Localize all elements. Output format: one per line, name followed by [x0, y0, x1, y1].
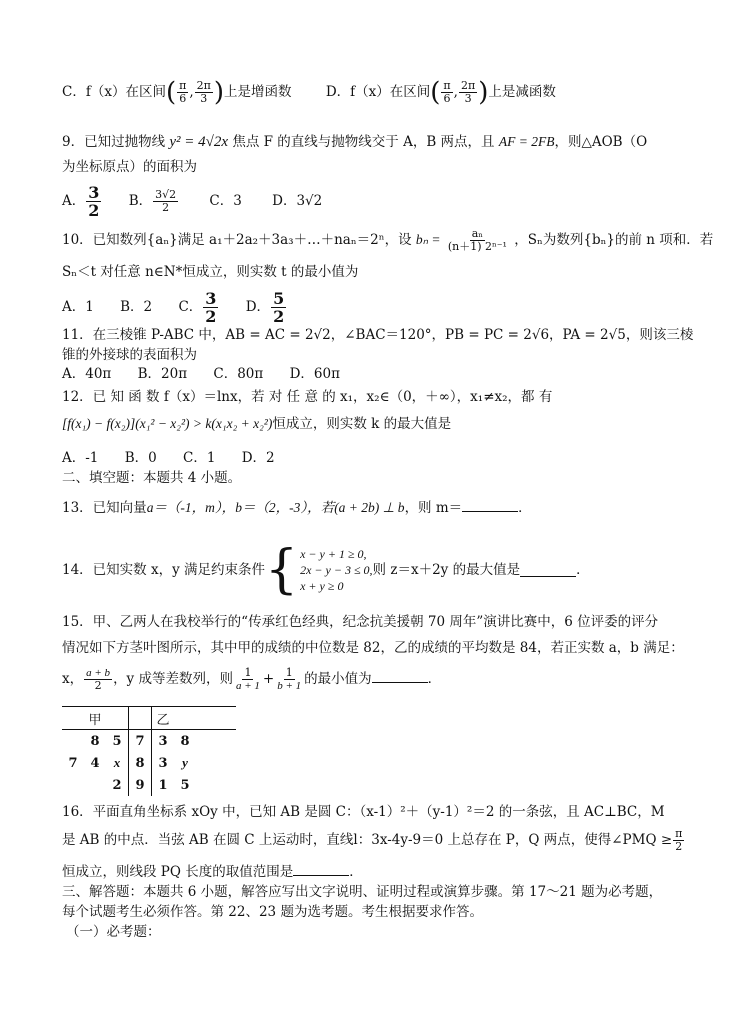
- q16-line3-text: 恒成立，则线段 PQ 长度的取值范围是: [62, 864, 294, 880]
- left-brace: {: [265, 540, 299, 600]
- frac-den: (n＋1) 2ⁿ⁻¹: [447, 240, 507, 253]
- q8-d-tail: 上是减函数: [488, 84, 556, 100]
- frac-num: 3: [88, 183, 100, 202]
- frac-den: 2: [273, 307, 285, 326]
- answer-blank: [293, 863, 349, 876]
- fraction: [441, 80, 452, 105]
- q10-options: [62, 290, 707, 325]
- q15-line3-mid: ，y 成等差数列，则: [113, 671, 233, 687]
- stem-value: 9: [129, 774, 152, 796]
- q12-options: [62, 448, 707, 468]
- q14-prefix: 14．已知实数 x，y 满足约束条件: [62, 562, 266, 578]
- leaf-right: 8: [180, 733, 190, 749]
- q11-line1: 11．在三棱锥 P-ABC 中，AB = AC = 2√2，∠BAC＝120°，PB = PC = 2√6，PA = 2√5，则该三棱: [62, 327, 694, 343]
- frac-den: 6: [443, 92, 451, 105]
- frac-num: 3√2: [155, 188, 177, 201]
- leaf-left: [84, 774, 106, 796]
- q11-option-a: A．40π: [62, 366, 112, 382]
- q14-end: ．: [576, 562, 590, 578]
- leaf-right: y: [182, 755, 188, 770]
- q12-option-b: B．0: [124, 450, 157, 466]
- option-label: B．: [128, 193, 153, 209]
- blank-cell: [196, 752, 236, 774]
- q9-mid: 焦点 F 的直线与抛物线交于 A，B 两点，且: [232, 134, 495, 150]
- answer-blank: [520, 564, 576, 577]
- q9-option-b: [128, 188, 179, 214]
- q12-inequality: [f(x₁) − f(x₂)](x₁² − x₂²) > k(x₁x₂ + x₂²): [62, 416, 273, 431]
- fraction: [177, 80, 188, 105]
- constraint-system: [265, 540, 373, 600]
- frac-num: 3: [205, 289, 217, 308]
- leaf-right: 3: [158, 755, 168, 771]
- frac-den: 3: [200, 92, 208, 105]
- stem-header-cell: [129, 707, 152, 730]
- leaf-left: [62, 730, 84, 753]
- constraint-2: 2x − y − 3 ≤ 0,: [300, 563, 373, 577]
- q13-a-vector: a＝（-1，m），: [146, 500, 236, 515]
- leaf-left: 8: [90, 733, 100, 749]
- stem-value: 7: [129, 730, 152, 753]
- leaf-left: 7: [68, 755, 78, 771]
- section-required-heading: （一）必考题：: [66, 924, 161, 940]
- q8-option-d: D．f（x）在区间( $\frac{\pi}{6}$ , $\frac{2\pi}{3}$ )上是减函数: [325, 77, 556, 108]
- stem-leaf-row: [62, 774, 236, 796]
- q11-option-b: B．20π: [137, 366, 188, 382]
- q14-tail: 则 z＝x＋2y 的最大值是: [372, 562, 521, 578]
- q9-option-c: C．3: [209, 193, 242, 209]
- leaf-right: 1: [158, 777, 168, 793]
- q15-end: ．: [427, 671, 442, 687]
- fraction: [195, 80, 213, 105]
- frac-num: 5: [273, 289, 285, 308]
- q10-line2: Sₙ＜t 对任意 n∈N*恒成立，则实数 t 的最小值为: [62, 264, 359, 280]
- section-answer-heading: 三、解答题：本题共 6 小题，解答应写出文字说明、证明过程或演算步骤。第 17～21 题为必考题，: [62, 884, 663, 900]
- frac-den: 2: [205, 307, 217, 326]
- right-paren: ): [213, 77, 225, 108]
- frac-den: 2: [675, 840, 683, 853]
- q8-c-tail: 上是增函数: [224, 84, 292, 100]
- constraint-3: x + y ≥ 0: [300, 579, 344, 593]
- q16-line1: 16．平面直角坐标系 xOy 中，已知 AB 是圆 C：（x-1）²＋（y-1）²＝2 的一条弦，且 AC⊥BC，M: [62, 804, 665, 820]
- q10-option-d: [245, 289, 287, 326]
- q13-end: ．: [518, 500, 532, 516]
- section-fill-in-heading: 二、填空题：本题共 4 小题。: [62, 470, 242, 486]
- fraction: [86, 184, 101, 219]
- q13-stem: [62, 498, 707, 518]
- fraction: [673, 828, 684, 853]
- leaf-left: 2: [112, 777, 122, 793]
- fraction: [234, 667, 262, 692]
- stem-leaf-row: [62, 752, 236, 774]
- frac-den: 2: [94, 679, 102, 692]
- q10-tail: ，Sₙ为数列{bₙ}的前 n 项和．若: [514, 232, 714, 248]
- q10-prefix: 10．已知数列{aₙ}满足 a₁＋2a₂＋3a₃＋…＋naₙ＝2ⁿ，设: [62, 232, 412, 248]
- frac-num: π: [443, 79, 451, 92]
- right-paren: ): [478, 77, 489, 108]
- frac-num: π: [179, 79, 187, 92]
- option-label: D．: [245, 299, 271, 315]
- q15-line3-tail: 的最小值为: [304, 671, 372, 687]
- q10-option-a: A．1: [62, 299, 94, 315]
- left-paren: (: [165, 77, 177, 108]
- q15-line2: 情况如下方茎叶图所示，其中甲的成绩的中位数是 82，乙的成绩的平均数是 84，若正实数 a，b 满足：: [62, 640, 684, 656]
- q15-line1: 15．甲、乙两人在我校举行的“传承红色经典，纪念抗美援朝 70 周年”演讲比赛中，6 位评委的评分: [62, 614, 659, 630]
- q16-end: ．: [349, 864, 363, 880]
- stem-value: 8: [129, 752, 152, 774]
- q12-line1: 12．已 知 函 数 f（x）＝lnx，若 对 任 意 的 x₁，x₂∈（0，＋∞），x₁≠x₂，都 有: [62, 389, 553, 405]
- answer-blank: [372, 670, 428, 683]
- frac-den: 3: [464, 92, 472, 105]
- q9-vector-eq: AF = 2FB: [498, 134, 555, 149]
- q16-line3: [62, 862, 707, 882]
- frac-num: 1: [244, 666, 252, 679]
- q14-stem: [62, 540, 707, 600]
- answer-blank: [462, 499, 518, 512]
- q10-option-c: [178, 289, 219, 326]
- q13-b-vector: b＝（2，-3），若: [235, 500, 335, 515]
- q15-line3: [62, 667, 707, 692]
- q16-line2-prefix: 是 AB 的中点．当弦 AB 在圆 C 上运动时，直线l：3x-4y-9＝0 上总存在 P，Q 两点，使得∠PMQ ≥: [62, 832, 673, 848]
- leaf-left: 4: [90, 755, 100, 771]
- leaf-right: 3: [158, 733, 168, 749]
- fraction: [459, 80, 477, 105]
- blank-cell: [196, 774, 236, 796]
- q11-option-d: D．60π: [289, 366, 340, 382]
- stem-leaf-head-right: 乙: [156, 712, 170, 728]
- leaf-left: x: [113, 755, 121, 770]
- frac-den: 2: [88, 201, 100, 220]
- stem-leaf-plot: [62, 706, 236, 796]
- q8-options: [62, 77, 707, 108]
- frac-num: a + b: [86, 667, 111, 679]
- stem-leaf-header: [62, 707, 236, 730]
- fraction: [275, 667, 303, 692]
- plus-sign: +: [262, 671, 275, 687]
- leaf-right: 5: [180, 777, 190, 793]
- constraint-lines: [300, 546, 372, 594]
- fraction: [153, 189, 178, 214]
- fraction: [203, 290, 218, 325]
- q9-option-d: D．3√2: [272, 193, 323, 209]
- q12-option-d: D．2: [241, 450, 275, 466]
- frac-num: π: [675, 827, 683, 840]
- stem-leaf-row: [62, 730, 236, 753]
- frac-num: 1: [285, 666, 293, 679]
- q9-line2: 为坐标原点）的面积为: [62, 159, 197, 175]
- q12-option-a: A．-1: [62, 450, 99, 466]
- frac-num: 2π: [460, 79, 476, 92]
- q9-options: [62, 184, 707, 219]
- fraction: [271, 290, 286, 325]
- left-paren: (: [430, 77, 441, 108]
- section-answer-heading-line2: 每个试题考生必须作答。第 22、23 题为选考题。考生根据要求作答。: [62, 904, 483, 920]
- q8-d-text: D．f（x）在区间: [325, 84, 431, 100]
- q16-line2: [62, 828, 707, 853]
- q13-tail: ，则 m＝: [404, 500, 463, 516]
- option-label: A．: [62, 193, 86, 209]
- frac-den: a + 1: [235, 680, 260, 692]
- q10-bn-label: bₙ =: [415, 232, 441, 247]
- leaf-left: [62, 774, 84, 796]
- q9-option-a: [62, 183, 102, 220]
- q9-stem: [62, 132, 707, 152]
- frac-num: 2π: [196, 79, 211, 92]
- fraction: [84, 667, 112, 692]
- leaf-left: 5: [112, 733, 122, 749]
- fraction: [446, 228, 509, 253]
- blank-cell: [62, 707, 84, 730]
- q10-stem: [62, 227, 714, 253]
- q11-options: [62, 364, 707, 384]
- q15-line3-prefix: x，: [62, 671, 84, 687]
- q12-option-c: C．1: [183, 450, 216, 466]
- q12-line2: [62, 414, 707, 434]
- q8-c-text: C．f（x）在区间: [62, 84, 166, 100]
- frac-den: 6: [179, 92, 187, 105]
- q9-equation: y² = 4√2x: [169, 134, 229, 150]
- frac-den: 2: [162, 201, 170, 214]
- q10-option-b: B．2: [120, 299, 153, 315]
- q11-line2: 锥的外接球的表面积为: [62, 347, 197, 363]
- q9-tail: ，则△AOB（O: [554, 134, 648, 150]
- constraint-1: x − y + 1 ≥ 0,: [300, 547, 367, 561]
- q13-condition: (a + 2b) ⊥ b: [334, 500, 405, 515]
- option-label: C．: [178, 299, 203, 315]
- blank-cell: [174, 707, 196, 730]
- frac-den: b + 1: [277, 680, 302, 692]
- blank-cell: [196, 730, 236, 753]
- blank-cell: [196, 707, 236, 730]
- q8-option-c: C．f（x）在区间( $\frac{\pi}{6}$ , $\frac{2\pi}{3}$ )上是增函数: [62, 77, 292, 108]
- q13-prefix: 13．已知向量: [62, 500, 147, 516]
- blank-cell: [106, 707, 129, 730]
- q9-prefix: 9．已知过抛物线: [62, 134, 166, 150]
- q11-option-c: C．80π: [213, 366, 264, 382]
- frac-num: aₙ: [471, 227, 484, 240]
- stem-leaf-head-left: 甲: [88, 712, 102, 728]
- q12-tail: 恒成立，则实数 k 的最大值是: [272, 416, 452, 432]
